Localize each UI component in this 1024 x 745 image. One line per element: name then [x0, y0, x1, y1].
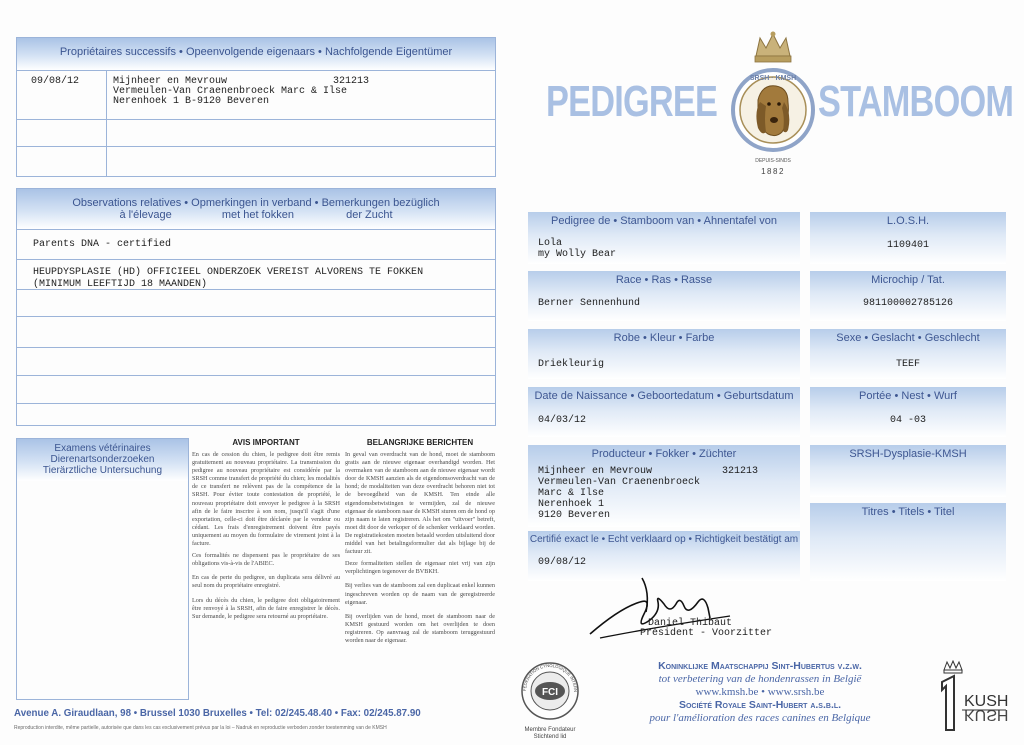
kush-logo — [934, 660, 1010, 740]
fci-caption-2: Stichtend lid — [533, 734, 567, 740]
field-race: Race • Ras • Rasse Berner Sennenhund — [528, 271, 800, 321]
owners-section — [16, 37, 496, 177]
owner-number: 321213 — [333, 76, 370, 87]
breeder-line5: 9120 Beveren — [538, 510, 611, 521]
observation-line1: Parents DNA - certified — [33, 239, 172, 250]
society-line-3: www.kmsh.be • www.srsh.be — [695, 686, 825, 698]
owner-line1: Mijnheer en Mevrouw — [113, 76, 228, 87]
breeder-line3: Marc & Ilse — [538, 488, 605, 499]
vet-exams-section — [16, 438, 189, 700]
owner-line2: Vermeulen-Van Craenenbroeck Marc & Ilse — [113, 86, 348, 97]
society-line-2: tot verbetering van de hondenrassen in België — [658, 673, 862, 685]
title-stamboom: STAMBOOM — [818, 77, 1014, 126]
berichten-paragraph-1: In geval van overdracht van de hond, moet de stamboom gratis aan de nieuwe eigenaar overhandigd worden. Het overmaken van de stamboom aan de nieuwe eigenaar wordt door de KMSH aanzien als de eigendomsoverdracht van de hond; de modaliteiten van deze overdracht behoren niet tot de bevoegdheid van de KMSH. Ten einde alle eigendomsbetwistingen te vermijden, zal de nieuwe eigenaar de stamboom naar de KMSH sturen om de hond op zijn naam te laten registreren. Als het om "uitvoer" betreft, moet dit door de verkoper of de schenker verklaard worden. De registratiekosten moeten betaald worden uitsluitend door middel van het betalingsformulier dat als bijlage bij de factuur zit. — [345, 451, 495, 556]
society-block — [598, 660, 922, 725]
field-losh: L.O.S.H. 1109401 — [810, 212, 1006, 264]
fci-ring-text: FÉDÉRATION CYNOLOGIQUE INTERN — [521, 662, 579, 693]
footer-address: Avenue A. Giraudlaan, 98 • Brussel 1030 Bruxelles • Tel: 02/245.48.40 • Fax: 02/245.87.90 — [14, 707, 421, 719]
fci-caption-1: Membre Fondateur — [524, 727, 576, 733]
vet-exams-header: Examens vétérinaires Dierenartsonderzoeken Tierärztliche Untersuchung — [17, 439, 188, 481]
field-birthdate: Date de Naissance • Geboortedatum • Geburtsdatum 04/03/12 — [528, 387, 800, 437]
breeder-line1: Mijnheer en Mevrouw — [538, 466, 653, 477]
owner-date: 09/08/12 — [31, 76, 80, 87]
field-robe: Robe • Kleur • Farbe Driekleurig — [528, 329, 800, 379]
srsh-kmsh-emblem — [728, 28, 818, 180]
field-litter: Portée • Nest • Wurf 04 -03 — [810, 387, 1006, 437]
color-value: Driekleurig — [538, 359, 605, 370]
breeder-line4: Nerenhoek 1 — [538, 499, 605, 510]
litter-value: 04 -03 — [889, 415, 926, 426]
society-line-1: Koninklijke Maatschappij Sint-Hubertus v.z.w. — [658, 660, 862, 672]
avis-title: AVIS IMPORTANT — [232, 438, 300, 447]
owners-header: Propriétaires successifs • Opeenvolgende eigenaars • Nachfolgende Eigentümer — [17, 38, 495, 70]
breeder-number: 321213 — [722, 466, 759, 477]
observations-header: Observations relatives • Opmerkingen in verband • Bemerkungen bezüglich à l'élevage met het fokken der Zucht — [17, 189, 495, 229]
avis-paragraph-4: Lors du décès du chien, le pedigree doit obligatoirement être renvoyé à la SRSH, afin de faire enregistrer le décès. Sur demande, le pedigree sera retourné au propriétaire. — [192, 596, 340, 620]
observations-section — [16, 188, 496, 426]
certified-date: 09/08/12 — [538, 557, 587, 568]
fci-logo-text: FCI — [541, 687, 559, 698]
emblem-year: 1882 — [761, 167, 785, 176]
dog-name-line2: my Wolly Bear — [538, 249, 617, 260]
emblem-ring-text: SRSH · KMSH — [749, 75, 797, 82]
fci-logo-graphic — [516, 660, 584, 722]
field-pedigree-name: Pedigree de • Stamboom van • Ahnentafel von Lola my Wolly Bear — [528, 212, 800, 264]
footer-fine-print: Reproduction interdite, même partielle, autorisée que dans les cas exclusivement prévus par la loi – Nadruk en reproductie verboden zonder toestemming van de KMSH — [14, 725, 387, 731]
breed-value: Berner Sennenhund — [538, 298, 641, 309]
field-titles: Titres • Titels • Titel — [810, 503, 1006, 581]
berichten-paragraph-2: Deze formaliteiten stellen de eigenaar niet vrij van zijn verplichtingen tegenover de BVBKH. — [345, 560, 495, 576]
losh-number: 1109401 — [886, 240, 929, 251]
title-pedigree: PEDIGREE — [546, 77, 718, 126]
field-breeder: Producteur • Fokker • Züchter Mijnheer en Mevrouw 321213 Vermeulen-Van Craenenbroeck Marc & Ilse Nerenhoek 1 9120 Beveren — [528, 445, 800, 527]
kush-logo-graphic — [934, 660, 1010, 740]
avis-important-column — [192, 438, 340, 700]
breeder-line2: Vermeulen-Van Craenenbroeck — [538, 477, 701, 488]
signatory-name: Daniel Thibaut — [648, 618, 733, 629]
birthdate-value: 04/03/12 — [538, 415, 587, 426]
owner-line3: Nerenhoek 1 B-9120 Beveren — [113, 96, 270, 107]
avis-paragraph-3: En cas de perte du pedigree, un duplicata sera délivré au seul nom du propriétaire enregistré. — [192, 574, 340, 590]
berichten-paragraph-4: Bij overlijden van de hond, moet de stamboom naar de KMSH gestuurd worden om het overlijden te doen registreren. Op aanvraag zal de stamboom teruggestuurd worden naar de eigenaar. — [345, 612, 495, 644]
emblem-since: DEPUIS-SINDS — [755, 158, 791, 164]
berichten-title: BELANGRIJKE BERICHTEN — [366, 438, 474, 447]
avis-paragraph-1: En cas de cession du chien, le pedigree doit être remis gratuitement au nouveau propriétaire. La transmission du pedigree au nouveau propriétaire est considérée par la SRSH comme transfert de propriété du chien; les modalités de ce transfert ne relèvent pas de la compétence de la SRSH. Pour éviter toute contestation de propriété, le nouveau propriétaire doit envoyer le pedigree à la SRSH afin de le faire inscrire à son nom, jusqu'il s'agit d'une exportation, celle-ci doit être déclarée par le vendeur ou cédant. Les frais d'enregistrement doivent être payés uniquement au moyen du formulaire de virement joint à la facture. — [192, 451, 340, 548]
sex-value: TEEF — [895, 359, 920, 370]
observation-line3: (MINIMUM LEEFTIJD 18 MAANDEN) — [33, 279, 208, 290]
signatory-role: Président - Voorzitter — [640, 628, 773, 639]
svg-text:KUSH: KUSH — [964, 706, 1009, 723]
microchip-value: 981100002785126 — [862, 298, 953, 309]
society-line-5: pour l'amélioration des races canines en Belgique — [649, 712, 871, 724]
fci-logo — [516, 660, 584, 742]
berichten-paragraph-3: Bij verlies van de stamboom zal een duplicaat enkel kunnen ingeschreven worden op de naam van de geregistreerde eigenaar. — [345, 582, 495, 606]
field-sexe: Sexe • Geslacht • Geschlecht TEEF — [810, 329, 1006, 379]
dog-name-line1: Lola — [538, 238, 563, 249]
field-dysplasia: SRSH-Dysplasie-KMSH — [810, 445, 1006, 497]
belangrijke-berichten-column — [345, 438, 495, 700]
observation-line2: HEUPDYSPLASIE (HD) OFFICIEEL ONDERZOEK VEREIST ALVORENS TE FOKKEN — [33, 267, 424, 278]
avis-paragraph-2: Ces formalités ne dispensent pas le propriétaire de ses obligations vis-à-vis de l'ABIEC. — [192, 552, 340, 568]
field-microchip: Microchip / Tat. 981100002785126 — [810, 271, 1006, 321]
field-certified: Certifié exact le • Echt verklaard op • Richtigkeit bestätigt am 09/08/12 — [528, 531, 800, 581]
society-line-4: Société Royale Saint-Hubert a.s.b.l. — [678, 699, 842, 711]
kush-logo-text: KUSH — [964, 693, 1009, 710]
emblem-graphic — [728, 28, 818, 180]
